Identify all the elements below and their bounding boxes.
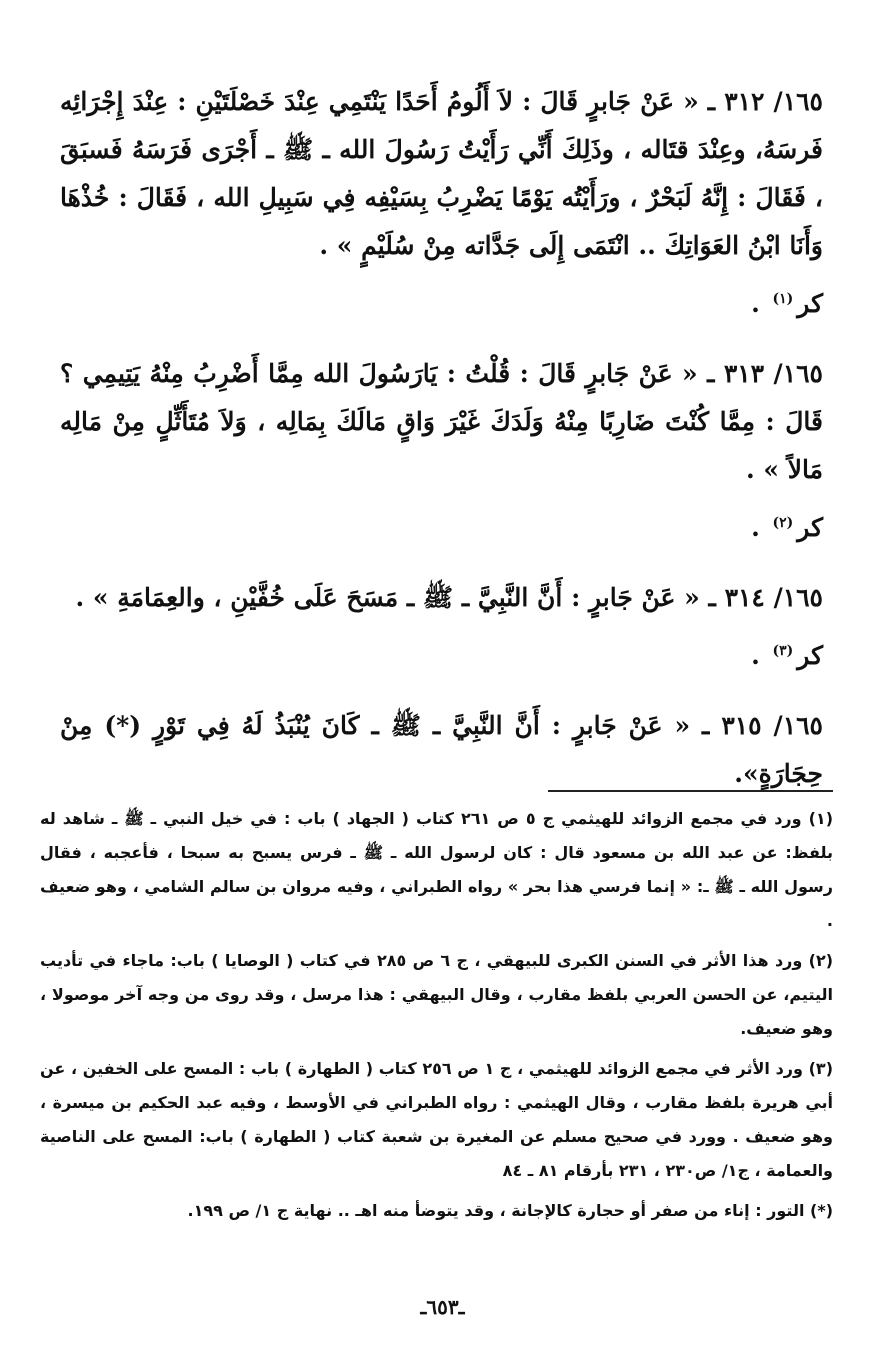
hadith-312 — [60, 78, 823, 270]
page-number: ـ٦٥٣ـ — [420, 1295, 465, 1319]
footnote-mark: (١) — [772, 290, 794, 307]
hadith-text: ـ « عَنْ جَابرٍ : أَنَّ النَّبِيَّ ـ ﷺ ـ مَسَحَ عَلَى خُفَّيْنِ ، والعِمَامَةِ » . — [75, 583, 716, 612]
footnote-2: (٢) ورد هذا الأثر في السنن الكبرى للبيهقي ، ج ٦ ص ٢٨٥ في كتاب ( الوصايا ) باب: ماجاء في تأديب اليتيم، عن الحسن العربي بلفظ مقارب ، وقال البيهقي : هذا مرسل ، وقد روى من وجه آخر موصولا ، وهو ضعيف. — [40, 951, 834, 1038]
hadith-313-reference: كر$^{(٢)}$ . — [751, 513, 823, 542]
footnotes — [40, 802, 833, 1234]
hadith-313 — [60, 350, 823, 494]
footnote-3: (٣) ورد الأثر في مجمع الزوائد للهيثمي ، ج ١ ص ٢٥٦ كتاب ( الطهارة ) باب : المسح على الخفين ، عن أبي هريرة بلفظ مقارب ، وقال الهيثمي : رواه الطبراني في الأوسط ، وفيه عبد الحكيم بن ميسرة ، وهو ضعيف . وورد في صحيح مسلم عن المغيرة بن شعبة كتاب ( الطهارة ) باب: المسح على الناصية والعمامة ، ج١/ ص٢٣٠ ، ٢٣١ بأرقام ٨١ ـ ٨٤ — [40, 1059, 833, 1180]
hadith-number: ١٦٥/ ٣١٢ — [724, 87, 823, 116]
hadith-number: ١٦٥/ ٣١٥ — [721, 711, 823, 740]
footnote-mark: (٢) — [772, 514, 794, 531]
source-abbrev: كر — [797, 641, 823, 670]
footnote-1: (١) ورد في مجمع الزوائد للهيثمي ج ٥ ص ٢٦١ كتاب ( الجهاد ) باب : في خيل النبي ـ ﷺ ـ شاهد له بلفظ: عن عبد الله بن مسعود قال : كان لرسول الله ـ ﷺ ـ فرس يسبح به سبحا ، فأعجبه ، فقال رسول الله ـ ﷺ ـ: « إنما فرسي هذا بحر » رواه الطبراني ، وفيه مروان بن سالم الشامي ، وهو ضعيف . — [40, 809, 833, 930]
hadith-number: ١٦٥/ ٣١٣ — [723, 359, 823, 388]
hadith-text: ـ « عَنْ جَابرٍ قَالَ : لاَ أَلُومُ أَحَدًا يَنْتَمِي عِنْدَ خَصْلَتَيْنِ : عِنْدَ إِجْرَائِه فَرسَهُ، وعِنْدَ قتَاله ، وذَلِكَ أَنِّي رَأَيْتُ رَسُولَ الله ـ ﷺ ـ أَجْرَى فَرَسَهُ فَسبَقَ ، فَقَالَ : إِنَّهُ لَبَحْرٌ ، ورَأَيْتُه يَوْمًا يَضْرِبُ بِسَيْفِه فِي سَبِيلِ الله ، فَقَالَ : خُذْهَا وَأَنَا ابْنُ العَوَاتِكَ .. انْتَمَى إِلَى جَدَّاته مِنْ سُلَيْمٍ » . — [60, 87, 823, 260]
footnote-asterisk: (*) التور : إناء من صفر أو حجارة كالإجانة ، وقد يتوضأ منه اهـ .. نهاية ج ١/ ص ١٩٩. — [187, 1201, 833, 1220]
hadith-text: ـ « عَنْ جَابرٍ قَالَ : قُلْتُ : يَارَسُولَ الله مِمَّا أَضْرِبُ مِنْهُ يَتِيمِي ؟ قَالَ : مِمَّا كُنْتَ ضَارِبًا مِنْهُ وَلَدَكَ غَيْرَ وَاقٍ مَالَكَ بِمَالِه ، وَلاَ مُتَأَثِّلٍ مِنْ مَالِه مَالاً » . — [60, 359, 823, 484]
source-abbrev: كر — [797, 513, 823, 542]
source-abbrev: كر — [797, 289, 823, 318]
hadith-314 — [60, 574, 823, 622]
footnote-mark: (٣) — [772, 642, 794, 659]
footnote-divider — [548, 790, 833, 792]
hadith-number: ١٦٥/ ٣١٤ — [724, 583, 823, 612]
hadith-312-reference: كر$^{(١)}$ . — [751, 289, 823, 318]
hadith-315 — [60, 702, 823, 798]
hadith-314-reference: كر$^{(٣)}$ . — [751, 641, 823, 670]
main-text — [60, 78, 823, 808]
hadith-text: ـ « عَنْ جَابرٍ : أَنَّ النَّبِيَّ ـ ﷺ ـ كَانَ يُنْبَذُ لَهُ فِي تَوْرٍ (*) مِنْ حِجَارَةٍ». — [60, 711, 823, 788]
